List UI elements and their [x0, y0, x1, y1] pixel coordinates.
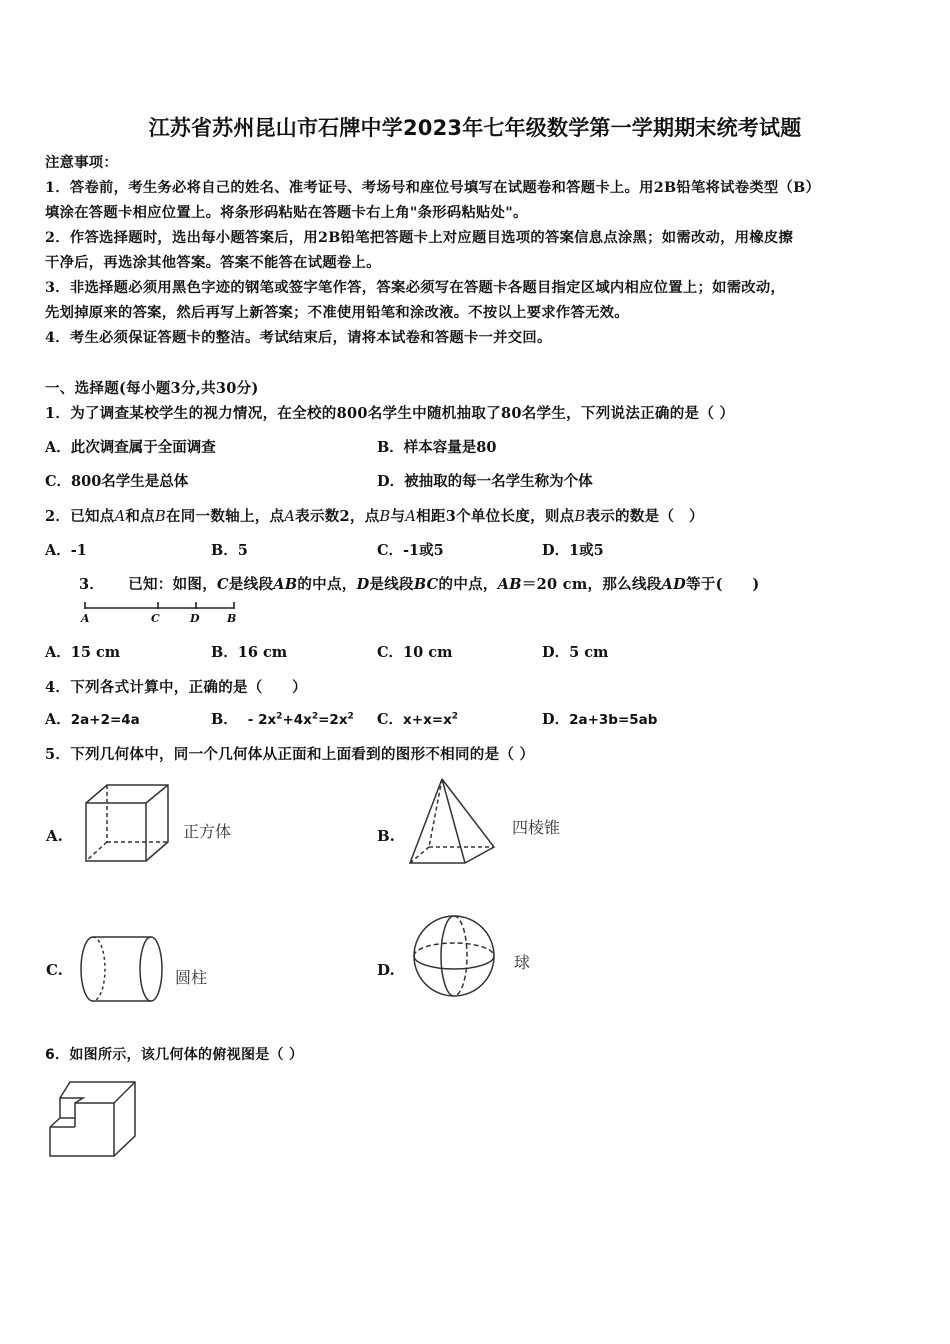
option-a: A．-1	[45, 542, 87, 559]
notice-heading: 注意事项：	[45, 155, 118, 171]
option-c: C．10 cm	[377, 644, 453, 661]
question-stem: 3． 已知：如图，C是线段AB的中点，D是线段BC的中点，AB＝20 cm，那么线段AD等于( )	[79, 576, 760, 593]
option-c-label: 圆柱	[175, 968, 208, 987]
option-b: B．样本容量是80	[377, 439, 497, 456]
pyramid-icon	[408, 777, 498, 867]
notice-line: 干净后，再选涂其他答案。答案不能答在试题卷上。	[45, 255, 381, 271]
option-b: B．16 cm	[211, 644, 288, 661]
option-d: D．被抽取的每一名学生称为个体	[377, 473, 593, 490]
cylinder-icon	[79, 935, 165, 1003]
option-a: A．2a+2=4a	[45, 711, 140, 728]
option-c-letter: C.	[46, 961, 63, 979]
question-stem: 4．下列各式计算中，正确的是（ ）	[45, 679, 307, 696]
option-b-label: 四棱锥	[512, 818, 561, 837]
option-d: D．2a+3b=5ab	[542, 711, 658, 728]
point-label-b: B	[227, 612, 237, 625]
point-label-a: A	[81, 612, 90, 625]
option-b: B．5	[211, 542, 248, 559]
option-d-letter: D.	[377, 961, 395, 979]
section-heading: 一、选择题(每小题3分,共30分)	[45, 380, 259, 397]
option-b-letter: B.	[377, 827, 395, 845]
option-d-label: 球	[514, 953, 531, 972]
question-stem: 2．已知点A和点B在同一数轴上，点A表示数2，点B与A相距3个单位长度，则点B表示的数是（ ）	[45, 508, 704, 525]
option-d: D．5 cm	[542, 644, 609, 661]
notice-line: 4．考生必须保证答题卡的整洁。考试结束后，请将本试卷和答题卡一并交回。	[45, 330, 552, 346]
page-title: 江苏省苏州昆山市石牌中学2023年七年级数学第一学期期末统考试题	[148, 116, 802, 140]
option-a: A．此次调查属于全面调查	[45, 439, 216, 456]
option-d: D．1或5	[542, 542, 604, 559]
notice-line: 填涂在答题卡相应位置上。将条形码粘贴在答题卡右上角"条形码粘贴处"。	[45, 205, 528, 221]
sphere-icon	[412, 914, 498, 1000]
line-segment-diagram	[84, 601, 244, 613]
option-a-letter: A.	[46, 827, 63, 845]
option-a: A．15 cm	[45, 644, 121, 661]
notice-line: 先划掉原来的答案，然后再写上新答案；不准使用铅笔和涂改液。不按以上要求作答无效。	[45, 305, 629, 321]
point-label-d: D	[190, 612, 200, 625]
stepped-block-icon	[48, 1080, 140, 1160]
option-a-label: 正方体	[183, 822, 232, 841]
point-label-c: C	[151, 612, 160, 625]
question-stem: 1．为了调查某校学生的视力情况，在全校的800名学生中随机抽取了80名学生，下列说法正确的是（ ）	[45, 405, 735, 422]
notice-line: 1．答卷前，考生务必将自己的姓名、准考证号、考场号和座位号填写在试题卷和答题卡上。用2B铅笔将试卷类型（B）	[45, 180, 821, 196]
notice-line: 2．作答选择题时，选出每小题答案后，用2B铅笔把答题卡上对应题目选项的答案信息点涂黑；如需改动，用橡皮擦	[45, 230, 794, 246]
option-c: C．800名学生是总体	[45, 473, 189, 490]
cube-icon	[84, 783, 174, 865]
notice-line: 3．非选择题必须用黑色字迹的钢笔或签字笔作答，答案必须写在答题卡各题目指定区域内相应位置上；如需改动，	[45, 280, 786, 296]
option-c: C．$x+x=x^2$	[377, 711, 459, 728]
option-b: B． - $2x^2+4x^2=2x^2$	[211, 711, 354, 728]
question-stem: 6．如图所示，该几何体的俯视图是（ ）	[45, 1047, 304, 1063]
question-stem: 5．下列几何体中，同一个几何体从正面和上面看到的图形不相同的是（ ）	[45, 746, 535, 763]
option-c: C．-1或5	[377, 542, 444, 559]
